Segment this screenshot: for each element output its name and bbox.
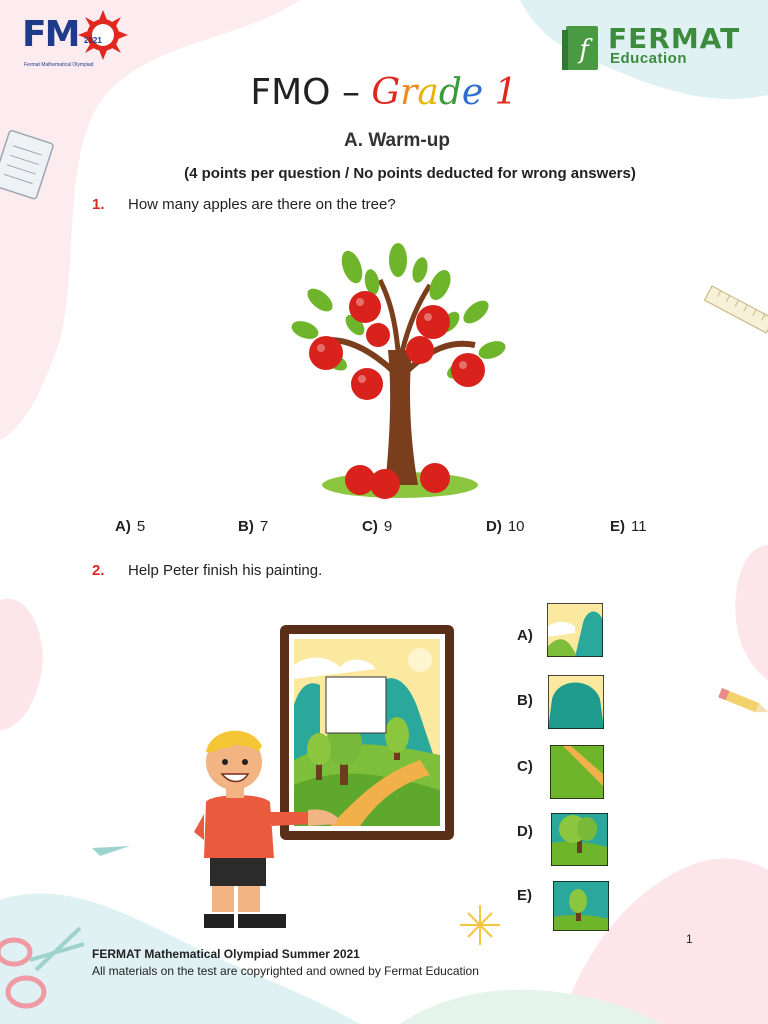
question-2 [92, 562, 105, 580]
option-c-tile[interactable] [550, 745, 604, 799]
sparkle-doodle [460, 905, 500, 945]
title-grade-letter: r [400, 72, 418, 113]
title-grade-letter: d [438, 72, 462, 113]
ruler-doodle [704, 286, 768, 333]
option-a-tile[interactable] [547, 603, 603, 657]
option-label-e[interactable]: E) [517, 887, 532, 904]
fermat-name: FERMAT [608, 22, 741, 55]
fmo-logo-tagline: Fermat Mathematical Olympiad [24, 62, 94, 68]
option-e-tile[interactable] [553, 881, 609, 931]
answer-choice-e[interactable]: E) 11 [610, 518, 647, 535]
title-grade-letter: 1 [494, 72, 518, 113]
apple-tree-illustration [280, 240, 520, 502]
footer-title: FERMAT Mathematical Olympiad Summer 2021 [92, 947, 360, 961]
question-1 [92, 196, 105, 214]
footer-copyright: All materials on the test are copyrighted and owned by Fermat Education [92, 964, 479, 978]
option-b-tile[interactable] [548, 675, 604, 729]
fmo-logo-mark: FM [22, 14, 79, 55]
question-number: 2. [92, 562, 105, 579]
page-number: 1 [686, 932, 693, 946]
fmo-logo [22, 10, 132, 70]
answer-choice-b[interactable]: B) 7 [238, 518, 269, 535]
answer-choice-d[interactable]: D) 10 [486, 518, 525, 535]
boy-peter-illustration [190, 722, 340, 932]
fermat-education-logo [560, 22, 750, 74]
title-grade-letter: e [461, 72, 484, 113]
section-heading: A. Warm-up [344, 130, 450, 151]
page-title [0, 72, 768, 113]
answer-choice-a[interactable]: A) 5 [115, 518, 146, 535]
option-label-d[interactable]: D) [517, 823, 533, 840]
option-label-b[interactable]: B) [517, 692, 533, 709]
fermat-subtitle: Education [610, 50, 688, 67]
option-d-tile[interactable] [551, 813, 608, 866]
question-1-text: How many apples are there on the tree? [128, 196, 396, 213]
title-grade-letter: G [371, 72, 401, 113]
title-grade-letter [483, 72, 494, 113]
option-label-c[interactable]: C) [517, 758, 533, 775]
option-label-a[interactable]: A) [517, 627, 533, 644]
book-icon [562, 24, 602, 72]
title-prefix: FMO – [250, 72, 372, 113]
title-grade [371, 72, 517, 113]
title-grade-letter: a [417, 72, 439, 113]
answer-choice-c[interactable]: C) 9 [362, 518, 393, 535]
fmo-logo-year: 2021 [84, 36, 102, 45]
triangle-doodle [92, 846, 130, 856]
scoring-note: (4 points per question / No points deducted for wrong answers) [184, 165, 636, 182]
question-2-text: Help Peter finish his painting. [128, 562, 323, 579]
book-icon-letter: f [579, 35, 589, 65]
sun-burst-icon [78, 10, 128, 60]
pencil-doodle [718, 688, 768, 717]
question-number: 1. [92, 196, 105, 213]
